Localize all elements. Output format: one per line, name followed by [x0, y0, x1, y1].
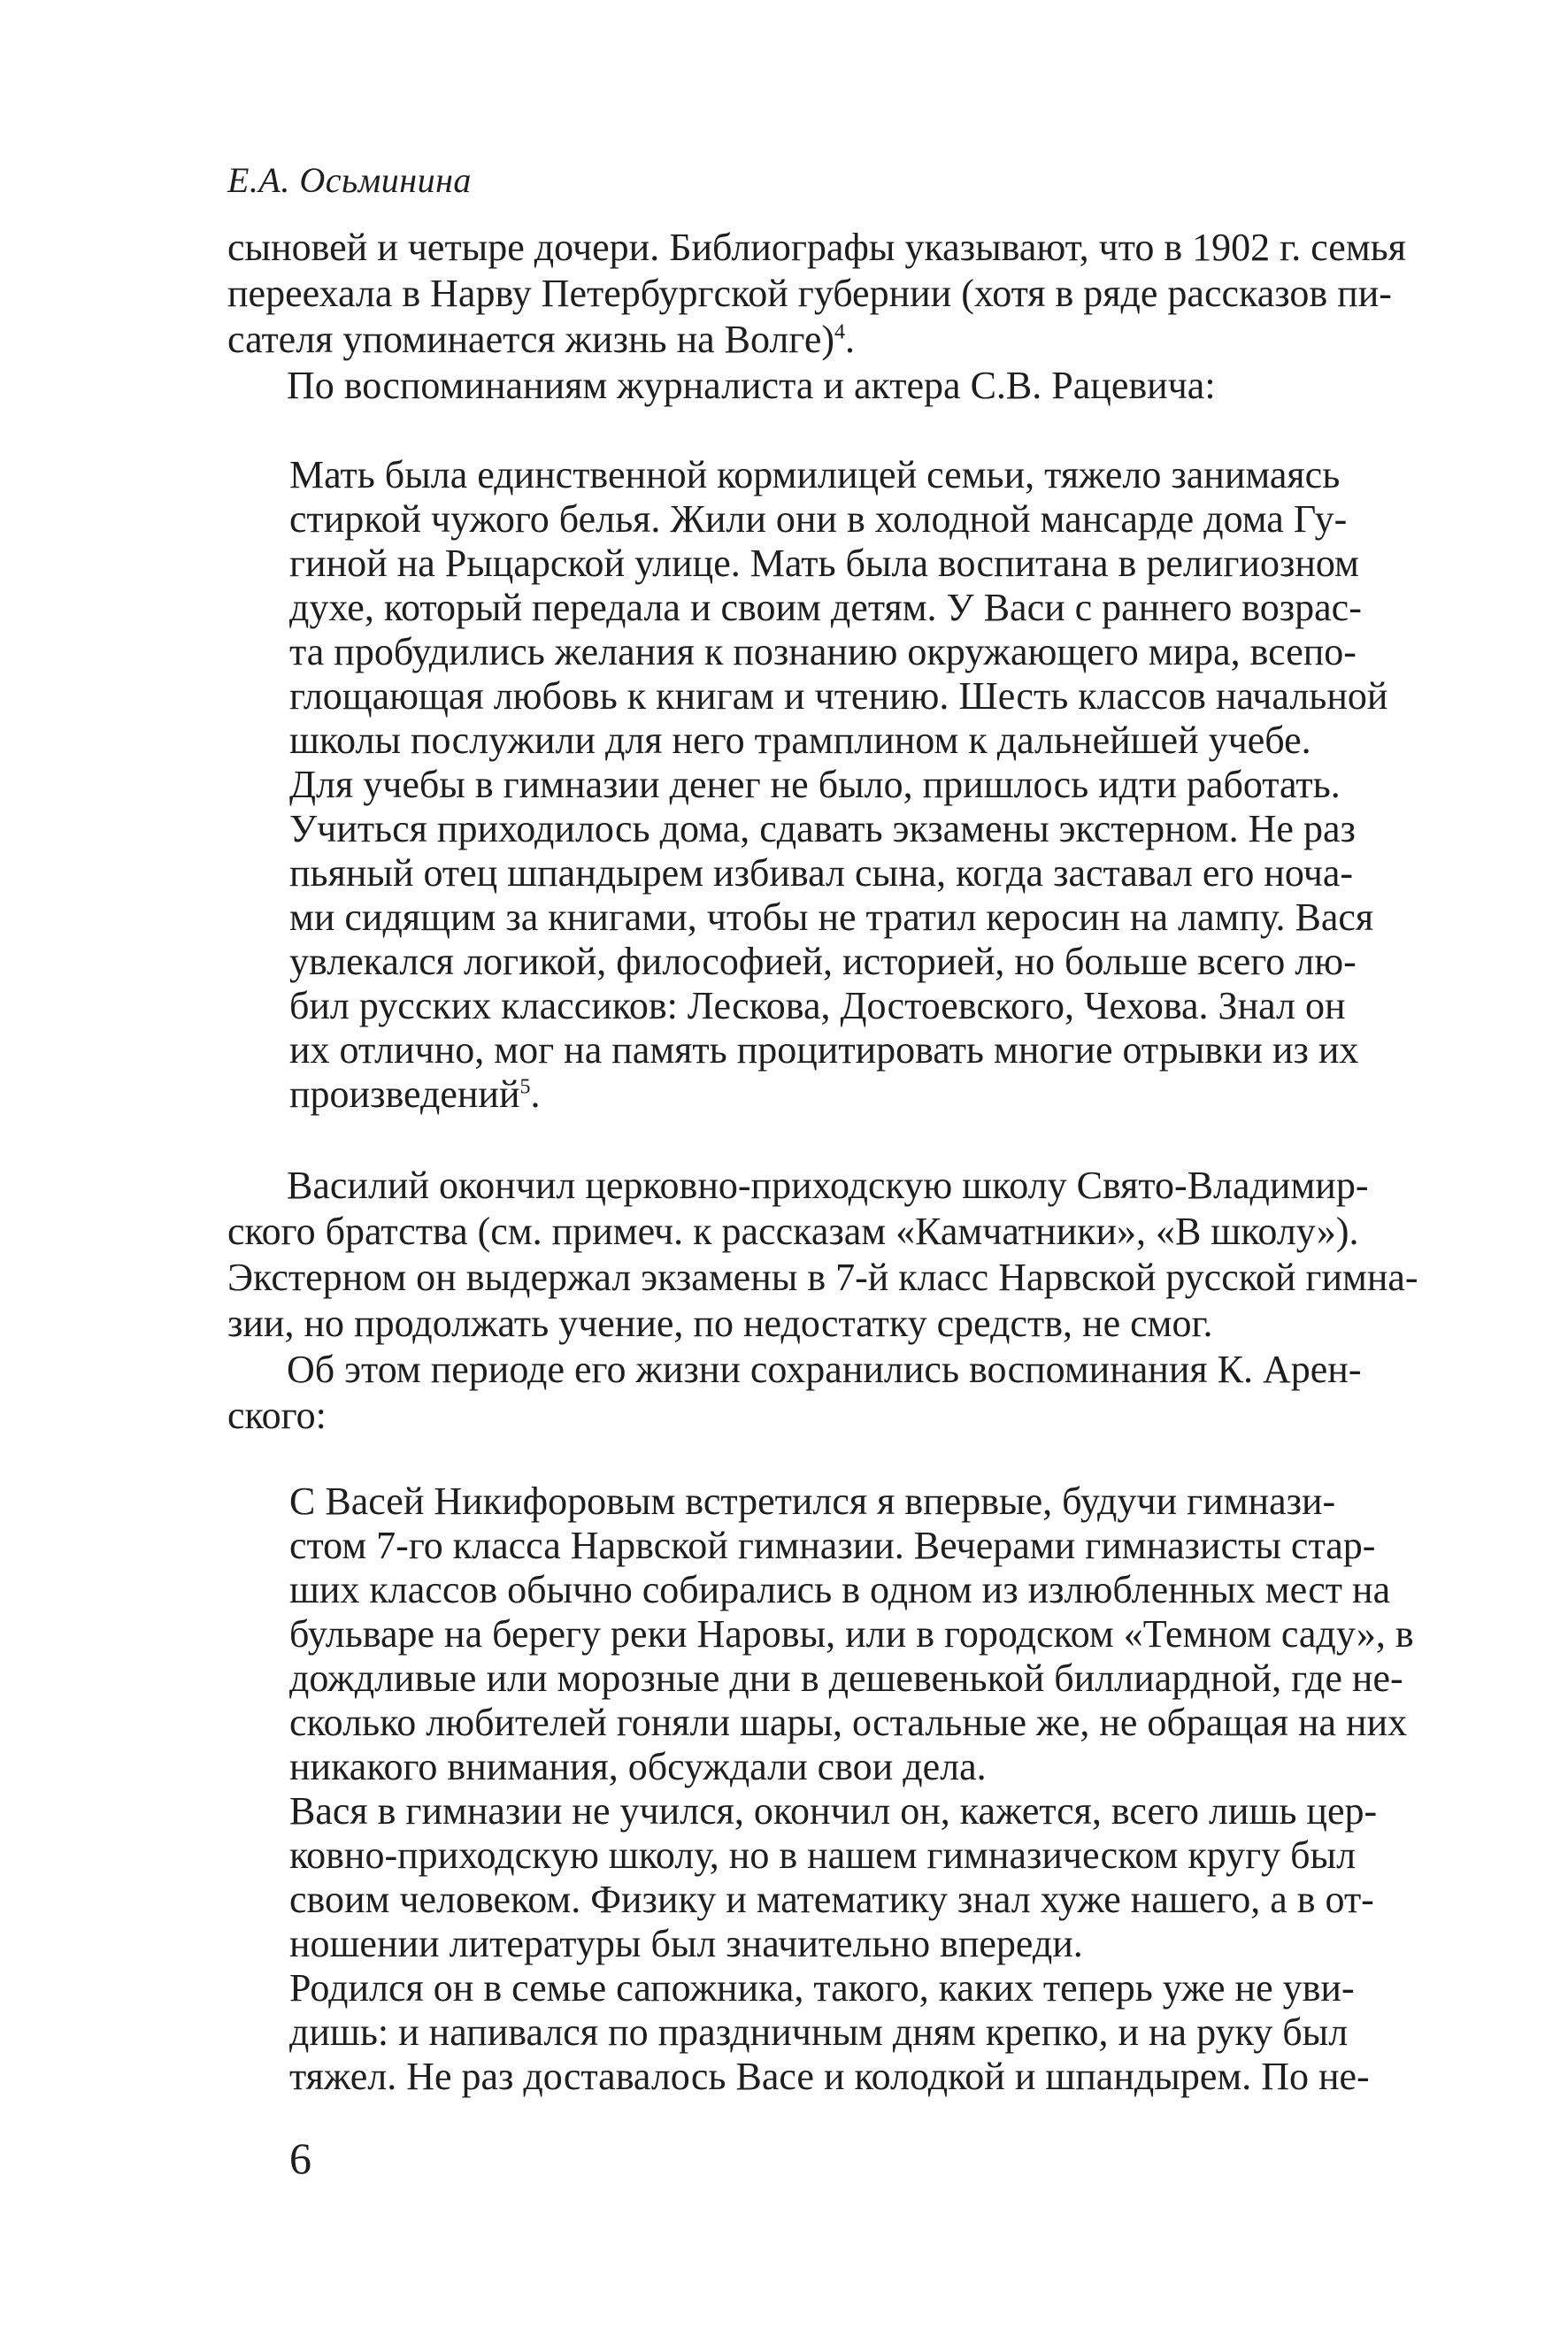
quote-line: их отлично, мог на память процитировать многие отрывки из их — [289, 1028, 1359, 1072]
text-line: Экстерном он выдержал экзамены в 7-й класс Нарвской русской гимна- — [227, 1256, 1418, 1299]
quote-line: Мать была единственной кормилицей семьи, тяжело занимаясь — [289, 453, 1341, 496]
quote-line: сколько любителей гоняли шары, остальные же, не обращая на них — [289, 1701, 1408, 1744]
running-header-author: Е.А. Осьминина — [227, 160, 472, 200]
quote-line: никакого внимания, обсуждали свои дела. — [289, 1745, 987, 1788]
quote-line: духе, который передала и своим детям. У Васи с раннего возрас- — [289, 586, 1362, 629]
footnote-ref: 4 — [834, 320, 846, 344]
quote-line: ших классов обычно собирались в одном из излюбленных мест на — [289, 1568, 1391, 1611]
quote-line: ковно-приходскую школу, но в нашем гимназическом кругу был — [289, 1833, 1357, 1877]
footnote-ref: 5 — [519, 1075, 531, 1099]
quote-line: школы послужили для него трамплином к дальнейшей учебе. — [289, 719, 1311, 762]
text-line: сыновей и четыре дочери. Библиографы указывают, что в 1902 г. семья — [227, 226, 1406, 269]
text-line: ского братства (см. примеч. к рассказам «Камчатники», «В школу»). — [227, 1210, 1359, 1253]
quote-line: бульваре на берегу реки Наровы, или в городском «Темном саду», в — [289, 1612, 1414, 1656]
quote-line: С Васей Никифоровым встретился я впервые, будучи гимнази- — [289, 1480, 1336, 1523]
text-line: По воспоминаниям журналиста и актера С.В. Рацевича: — [287, 364, 1216, 407]
quote-line: пьяный отец шпандырем избивал сына, когда заставал его ноча- — [289, 851, 1354, 895]
text-line: переехала в Нарву Петербургской губернии (хотя в ряде рассказов пи- — [227, 272, 1392, 315]
quote-line: бил русских классиков: Лескова, Достоевского, Чехова. Знал он — [289, 984, 1346, 1027]
text-line: Об этом периоде его жизни сохранились воспоминания К. Арен- — [287, 1348, 1362, 1391]
quote-line: Родился он в семье сапожника, такого, каких теперь уже не уви- — [289, 1966, 1355, 2010]
quote-line: ми сидящим за книгами, чтобы не тратил керосин на лампу. Вася — [289, 895, 1374, 939]
quote-line: увлекался логикой, философией, историей, но больше всего лю- — [289, 940, 1357, 983]
text-line: ского: — [227, 1394, 327, 1437]
text-segment: . — [845, 318, 856, 361]
quote-line: стом 7-го класса Нарвской гимназии. Вечерами гимназисты стар- — [289, 1524, 1376, 1567]
quote-line: своим человеком. Физику и математику знал хуже нашего, а в от- — [289, 1878, 1374, 1921]
text-line: зии, но продолжать учение, по недостатку средств, не смог. — [227, 1302, 1213, 1345]
text-segment: сателя упоминается жизнь на Волге) — [227, 318, 835, 361]
quote-line: глощающая любовь к книгам и чтению. Шесть классов начальной — [289, 674, 1388, 718]
text-line — [227, 320, 855, 359]
text-segment: произведений — [289, 1072, 520, 1116]
quote-line: дождливые или морозные дни в дешевенькой биллиардной, где не- — [289, 1656, 1403, 1700]
quote-line: ношении литературы был значительно впереди. — [289, 1922, 1083, 1965]
text-line: Василий окончил церковно-приходскую школу Свято-Владимир- — [287, 1164, 1369, 1207]
quote-line: гиной на Рыцарской улице. Мать была воспитана в религиозном — [289, 542, 1359, 585]
quote-line: Учиться приходилось дома, сдавать экзамены экстерном. Не раз — [289, 807, 1356, 850]
text-segment: . — [530, 1072, 541, 1116]
quote-line: та пробудились желания к познанию окружающего мира, всепо- — [289, 630, 1357, 673]
page-number: 6 — [289, 2133, 311, 2183]
quote-line — [289, 1072, 541, 1116]
quote-line: дишь: и напивался по праздничным дням крепко, и на руку был — [289, 2010, 1349, 2054]
quote-line: Вася в гимназии не учился, окончил он, кажется, всего лишь цер- — [289, 1789, 1378, 1833]
quote-line: тяжел. Не раз доставалось Васе и колодкой и шпандырем. По не- — [289, 2055, 1370, 2098]
quote-line: Для учебы в гимназии денег не было, пришлось идти работать. — [289, 763, 1341, 806]
quote-line: стиркой чужого белья. Жили они в холодной мансарде дома Гу- — [289, 497, 1348, 541]
